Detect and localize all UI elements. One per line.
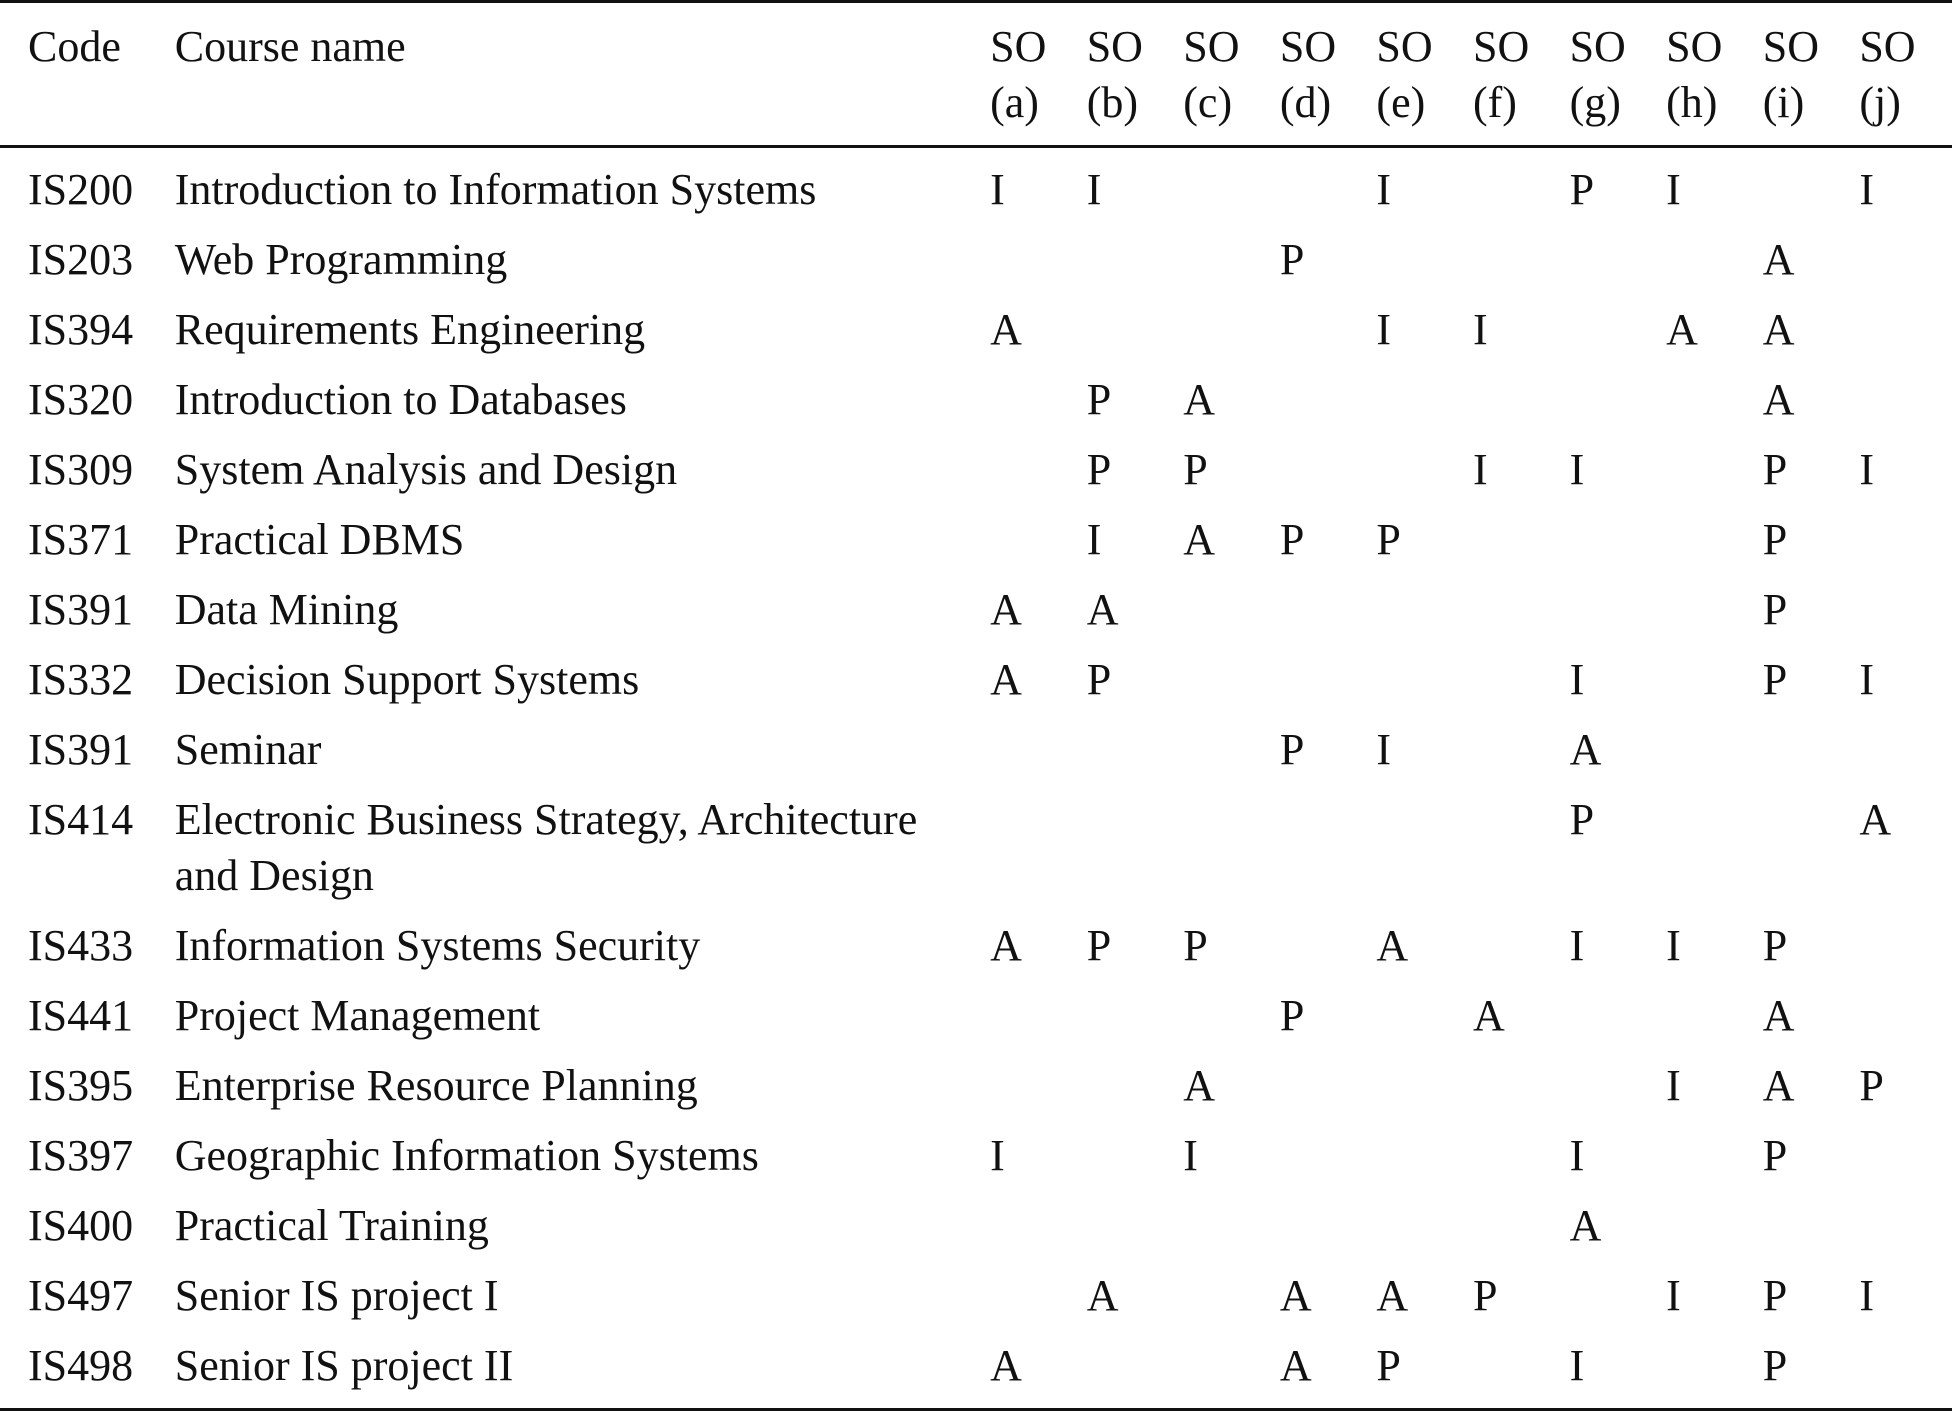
so-e-cell: I (1376, 725, 1392, 774)
so-e-cell (1372, 988, 1469, 1058)
so-b-cell (1083, 722, 1180, 792)
so-a-cell: A (990, 921, 1022, 970)
table-row (0, 147, 1952, 233)
so-i-cell (1759, 1198, 1856, 1268)
course-name: Senior IS project I (174, 1271, 499, 1320)
so-d-cell: P (1279, 725, 1305, 774)
so-f-cell (1469, 1128, 1566, 1198)
header-so-label: SO (1183, 22, 1240, 71)
so-b-cell (1083, 988, 1180, 1058)
so-f-cell (1469, 1058, 1566, 1128)
course-name: Decision Support Systems (174, 655, 640, 704)
so-j-cell: I (1859, 165, 1874, 214)
course-code: IS394 (28, 305, 134, 354)
so-d-cell (1276, 1058, 1373, 1128)
header-so-letter: (g) (1569, 78, 1621, 127)
table-row (0, 1198, 1952, 1268)
so-j-cell (1855, 512, 1952, 582)
so-f-cell (1469, 512, 1566, 582)
course-name: Practical Training (174, 1201, 489, 1250)
table-header (0, 2, 1952, 147)
so-c-cell (1179, 988, 1276, 1058)
header-so-letter: (h) (1666, 78, 1718, 127)
header-so-label: SO (1086, 22, 1143, 71)
header-so-label: SO (1569, 22, 1626, 71)
so-i-cell: A (1762, 235, 1795, 284)
so-i-cell: P (1762, 585, 1788, 634)
so-f-cell (1469, 582, 1566, 652)
course-code: IS395 (28, 1061, 134, 1110)
so-a-cell (986, 1058, 1083, 1128)
course-code: IS397 (28, 1131, 134, 1180)
so-a-cell: A (990, 305, 1022, 354)
so-a-cell: I (990, 1131, 1005, 1180)
course-code: IS309 (28, 445, 134, 494)
course-code: IS332 (28, 655, 134, 704)
course-code: IS498 (28, 1341, 134, 1390)
so-g-cell (1566, 372, 1663, 442)
header-so-c (1179, 2, 1276, 147)
so-c-cell: A (1183, 1061, 1216, 1110)
so-b-cell: P (1086, 375, 1112, 424)
table-row (0, 302, 1952, 372)
so-h-cell (1662, 652, 1759, 722)
so-c-cell (1179, 792, 1276, 918)
so-j-cell (1855, 918, 1952, 988)
so-b-cell: A (1086, 1271, 1119, 1320)
so-b-cell: P (1086, 921, 1112, 970)
course-code: IS320 (28, 375, 134, 424)
course-name: Practical DBMS (174, 515, 465, 564)
header-so-letter: (e) (1376, 78, 1426, 127)
so-d-cell (1276, 1128, 1373, 1198)
so-j-cell: I (1859, 655, 1874, 704)
so-e-cell (1372, 1058, 1469, 1128)
so-e-cell: I (1376, 165, 1392, 214)
so-g-cell: P (1569, 795, 1595, 844)
header-so-i (1759, 2, 1856, 147)
so-i-cell: P (1762, 655, 1788, 704)
so-c-cell: A (1183, 375, 1216, 424)
so-d-cell (1276, 1198, 1373, 1268)
course-code: IS371 (28, 515, 134, 564)
so-h-cell (1662, 988, 1759, 1058)
so-d-cell: P (1279, 991, 1305, 1040)
header-so-j (1855, 2, 1952, 147)
header-so-label: SO (1666, 22, 1723, 71)
so-f-cell (1469, 147, 1566, 233)
so-h-cell: I (1666, 921, 1681, 970)
course-name: Data Mining (174, 585, 399, 634)
header-so-d (1276, 2, 1373, 147)
so-c-cell (1179, 147, 1276, 233)
so-e-cell (1372, 792, 1469, 918)
course-code: IS391 (28, 725, 134, 774)
so-h-cell (1662, 372, 1759, 442)
so-b-cell: P (1086, 445, 1112, 494)
so-d-cell (1276, 652, 1373, 722)
so-i-cell (1759, 147, 1856, 233)
so-f-cell (1469, 918, 1566, 988)
header-row (0, 2, 1952, 147)
so-a-cell: A (990, 1341, 1022, 1390)
so-c-cell: I (1183, 1131, 1198, 1180)
header-so-letter: (i) (1762, 78, 1805, 127)
so-g-cell (1566, 1058, 1663, 1128)
so-h-cell (1662, 722, 1759, 792)
so-c-cell (1179, 652, 1276, 722)
so-f-cell (1469, 372, 1566, 442)
so-i-cell: A (1762, 305, 1795, 354)
table-row (0, 442, 1952, 512)
so-i-cell: P (1762, 1131, 1788, 1180)
so-c-cell (1179, 582, 1276, 652)
so-d-cell (1276, 442, 1373, 512)
so-b-cell (1083, 1128, 1180, 1198)
so-h-cell (1662, 1198, 1759, 1268)
so-e-cell: A (1376, 921, 1409, 970)
table-row (0, 1058, 1952, 1128)
table-row (0, 372, 1952, 442)
so-e-cell (1372, 232, 1469, 302)
so-g-cell: I (1569, 1341, 1585, 1390)
course-code: IS497 (28, 1271, 134, 1320)
course-name: Project Management (174, 991, 541, 1040)
so-b-cell: I (1086, 165, 1102, 214)
so-e-cell (1372, 582, 1469, 652)
so-f-cell: I (1473, 305, 1488, 354)
course-code: IS433 (28, 921, 134, 970)
table-body (0, 147, 1952, 1410)
so-f-cell (1469, 652, 1566, 722)
so-g-cell (1566, 582, 1663, 652)
so-b-cell: A (1086, 585, 1119, 634)
so-j-cell (1855, 302, 1952, 372)
so-j-cell (1855, 582, 1952, 652)
table-row (0, 988, 1952, 1058)
so-d-cell (1276, 918, 1373, 988)
so-f-cell: I (1473, 445, 1488, 494)
header-so-h (1662, 2, 1759, 147)
so-g-cell: I (1569, 1131, 1585, 1180)
so-a-cell: I (990, 165, 1005, 214)
so-h-cell (1662, 512, 1759, 582)
header-so-letter: (f) (1473, 78, 1517, 127)
so-g-cell: A (1569, 1201, 1602, 1250)
table-row (0, 918, 1952, 988)
so-d-cell: A (1279, 1271, 1312, 1320)
so-g-cell: I (1569, 445, 1585, 494)
so-j-cell: I (1859, 445, 1874, 494)
so-c-cell (1179, 302, 1276, 372)
so-e-cell (1372, 372, 1469, 442)
so-d-cell (1276, 582, 1373, 652)
course-code: IS391 (28, 585, 134, 634)
so-a-cell (986, 988, 1083, 1058)
so-g-cell (1566, 302, 1663, 372)
so-h-cell: A (1666, 305, 1698, 354)
so-a-cell: A (990, 585, 1022, 634)
so-e-cell: I (1376, 305, 1392, 354)
so-g-cell (1566, 1268, 1663, 1338)
so-i-cell: P (1762, 1341, 1788, 1390)
so-j-cell (1855, 1198, 1952, 1268)
so-h-cell (1662, 792, 1759, 918)
so-j-cell (1855, 1128, 1952, 1198)
so-e-cell: P (1376, 515, 1401, 564)
so-i-cell: A (1762, 991, 1795, 1040)
so-a-cell (986, 1198, 1083, 1268)
header-so-label: SO (990, 22, 1047, 71)
header-so-label: SO (1376, 22, 1433, 71)
so-b-cell: I (1086, 515, 1102, 564)
so-g-cell (1566, 512, 1663, 582)
so-g-cell: I (1569, 655, 1585, 704)
so-c-cell (1179, 1198, 1276, 1268)
header-so-f (1469, 2, 1566, 147)
header-so-letter: (b) (1086, 78, 1138, 127)
so-j-cell (1855, 372, 1952, 442)
so-f-cell: P (1473, 1271, 1498, 1320)
table-row (0, 232, 1952, 302)
table-row (0, 582, 1952, 652)
header-so-e (1372, 2, 1469, 147)
course-code: IS441 (28, 991, 134, 1040)
so-h-cell: I (1666, 1061, 1681, 1110)
table-row (0, 652, 1952, 722)
so-d-cell: A (1279, 1341, 1312, 1390)
course-code: IS400 (28, 1201, 134, 1250)
course-name: Web Programming (174, 235, 508, 284)
so-e-cell (1372, 1128, 1469, 1198)
course-name: Electronic Business Strategy, Architecture and Design (174, 795, 918, 900)
header-course-name: Course name (174, 22, 406, 71)
so-d-cell (1276, 147, 1373, 233)
so-c-cell: A (1183, 515, 1216, 564)
so-g-cell (1566, 988, 1663, 1058)
so-a-cell (986, 232, 1083, 302)
course-name: System Analysis and Design (174, 445, 678, 494)
so-j-cell (1855, 988, 1952, 1058)
so-c-cell (1179, 232, 1276, 302)
so-a-cell (986, 1268, 1083, 1338)
so-i-cell: A (1762, 1061, 1795, 1110)
so-h-cell (1662, 442, 1759, 512)
so-i-cell: P (1762, 1271, 1788, 1320)
so-b-cell (1083, 792, 1180, 918)
so-b-cell (1083, 1058, 1180, 1128)
header-so-letter: (a) (990, 78, 1039, 127)
header-so-a (986, 2, 1083, 147)
so-f-cell (1469, 232, 1566, 302)
header-so-label: SO (1473, 22, 1530, 71)
so-a-cell (986, 372, 1083, 442)
table-row (0, 722, 1952, 792)
course-name: Senior IS project II (174, 1341, 514, 1390)
header-so-label: SO (1279, 22, 1337, 71)
so-f-cell (1469, 1198, 1566, 1268)
course-name: Introduction to Information Systems (174, 165, 817, 214)
so-g-cell: P (1569, 165, 1595, 214)
so-d-cell (1276, 792, 1373, 918)
so-b-cell (1083, 1198, 1180, 1268)
so-j-cell (1855, 232, 1952, 302)
course-name: Seminar (174, 725, 322, 774)
header-so-label: SO (1859, 22, 1916, 71)
so-e-cell: A (1376, 1271, 1409, 1320)
so-i-cell (1759, 792, 1856, 918)
course-name: Introduction to Databases (174, 375, 627, 424)
table-row (0, 1268, 1952, 1338)
so-b-cell (1083, 302, 1180, 372)
so-d-cell (1276, 372, 1373, 442)
so-j-cell: P (1859, 1061, 1884, 1110)
course-name: Geographic Information Systems (174, 1131, 759, 1180)
so-g-cell (1566, 232, 1663, 302)
so-c-cell: P (1183, 445, 1208, 494)
so-h-cell (1662, 582, 1759, 652)
table-row (0, 792, 1952, 918)
so-b-cell (1083, 232, 1180, 302)
header-so-letter: (d) (1279, 78, 1332, 127)
course-name: Enterprise Resource Planning (174, 1061, 698, 1110)
course-code: IS414 (28, 795, 134, 844)
so-d-cell: P (1279, 515, 1305, 564)
course-code: IS203 (28, 235, 134, 284)
so-a-cell: A (990, 655, 1022, 704)
so-j-cell: I (1859, 1271, 1874, 1320)
header-so-g (1566, 2, 1663, 147)
header-code: Code (28, 22, 121, 71)
so-c-cell (1179, 1268, 1276, 1338)
so-i-cell (1759, 722, 1856, 792)
so-a-cell (986, 792, 1083, 918)
so-g-cell: I (1569, 921, 1585, 970)
so-i-cell: P (1762, 921, 1788, 970)
so-a-cell (986, 722, 1083, 792)
course-name: Information Systems Security (174, 921, 701, 970)
header-so-letter: (j) (1859, 78, 1901, 127)
so-c-cell: P (1183, 921, 1208, 970)
so-j-cell: A (1859, 795, 1892, 844)
so-h-cell (1662, 1128, 1759, 1198)
header-so-letter: (c) (1183, 78, 1233, 127)
course-code: IS200 (28, 165, 134, 214)
so-i-cell: P (1762, 515, 1788, 564)
so-f-cell (1469, 722, 1566, 792)
header-so-label: SO (1762, 22, 1819, 71)
so-f-cell: A (1473, 991, 1505, 1040)
so-d-cell (1276, 302, 1373, 372)
so-a-cell (986, 512, 1083, 582)
so-g-cell: A (1569, 725, 1602, 774)
table-row (0, 1128, 1952, 1198)
so-h-cell: I (1666, 1271, 1681, 1320)
so-e-cell (1372, 652, 1469, 722)
so-j-cell (1855, 722, 1952, 792)
so-e-cell: P (1376, 1341, 1401, 1390)
so-f-cell (1469, 792, 1566, 918)
so-h-cell (1662, 232, 1759, 302)
so-a-cell (986, 442, 1083, 512)
so-d-cell: P (1279, 235, 1305, 284)
table-row (0, 512, 1952, 582)
course-name: Requirements Engineering (174, 305, 646, 354)
so-e-cell (1372, 1198, 1469, 1268)
so-c-cell (1179, 722, 1276, 792)
header-so-b (1083, 2, 1180, 147)
so-h-cell: I (1666, 165, 1681, 214)
so-b-cell: P (1086, 655, 1112, 704)
so-i-cell: P (1762, 445, 1788, 494)
so-i-cell: A (1762, 375, 1795, 424)
so-e-cell (1372, 442, 1469, 512)
